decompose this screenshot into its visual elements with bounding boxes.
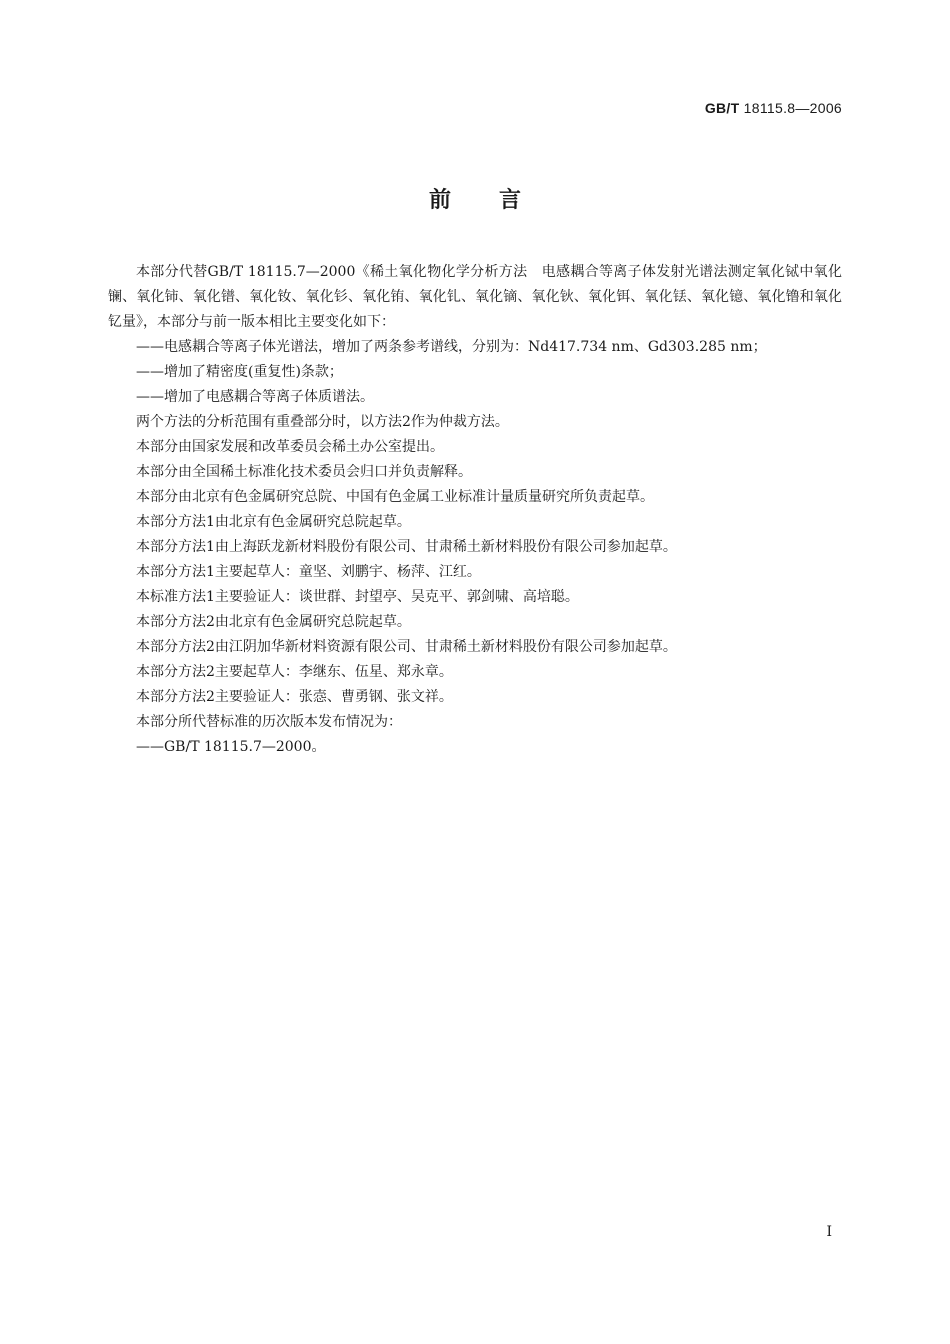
foreword-body [108,260,842,760]
foreword-paragraph: 本部分方法2由江阴加华新材料资源有限公司、甘肃稀土新材料股份有限公司参加起草。 [136,639,677,655]
foreword-paragraph: ——增加了精密度(重复性)条款； [136,364,343,380]
foreword-paragraph: ——增加了电感耦合等离子体质谱法。 [136,389,374,405]
foreword-paragraph: 本部分由北京有色金属研究总院、中国有色金属工业标准计量质量研究所负责起草。 [136,489,654,505]
foreword-paragraph: 本标准方法1主要验证人：谈世群、封望亭、吴克平、郭剑啸、高培聪。 [136,589,579,605]
foreword-paragraph: 本部分方法2主要验证人：张悫、曹勇钢、张文祥。 [136,689,453,705]
foreword-paragraph: 本部分所代替标准的历次版本发布情况为： [136,714,402,730]
foreword-paragraph: 本部分方法2主要起草人：李继东、伍星、郑永章。 [136,664,453,680]
foreword-paragraph: 两个方法的分析范围有重叠部分时，以方法2作为仲裁方法。 [136,414,509,430]
standard-code [705,100,842,116]
foreword-paragraph: ——电感耦合等离子体光谱法，增加了两条参考谱线，分别为：Nd417.734 nm、Gd303.285 nm； [136,339,767,355]
foreword-paragraph: 本部分方法1主要起草人：童坚、刘鹏宇、杨萍、江红。 [136,564,481,580]
standard-number: 18115.8—2006 [739,100,842,116]
page-title: 前言 [428,188,569,213]
foreword-paragraph: 本部分由国家发展和改革委员会稀土办公室提出。 [136,439,444,455]
foreword-paragraph: 本部分方法1由上海跃龙新材料股份有限公司、甘肃稀土新材料股份有限公司参加起草。 [136,539,677,555]
foreword-paragraph: 本部分方法1由北京有色金属研究总院起草。 [136,514,411,530]
foreword-paragraph: ——GB/T 18115.7—2000。 [136,739,326,755]
standard-prefix: GB/T [704,100,740,116]
foreword-paragraph: 本部分由全国稀土标准化技术委员会归口并负责解释。 [136,464,472,480]
page-number: I [826,1224,832,1240]
foreword-paragraph: 本部分代替GB/T 18115.7—2000《稀土氧化物化学分析方法 电感耦合等离子体发射光谱法测定氧化铽中氧化镧、氧化铈、氧化镨、氧化钕、氧化钐、氧化铕、氧化钆、氧化镝、氧化钬、氧化铒、氧化铥、氧化镱、氧化镥和氧化钇量》，本部分与前一版本相比主要变化如下： [108,264,842,330]
foreword-paragraph: 本部分方法2由北京有色金属研究总院起草。 [136,614,411,630]
